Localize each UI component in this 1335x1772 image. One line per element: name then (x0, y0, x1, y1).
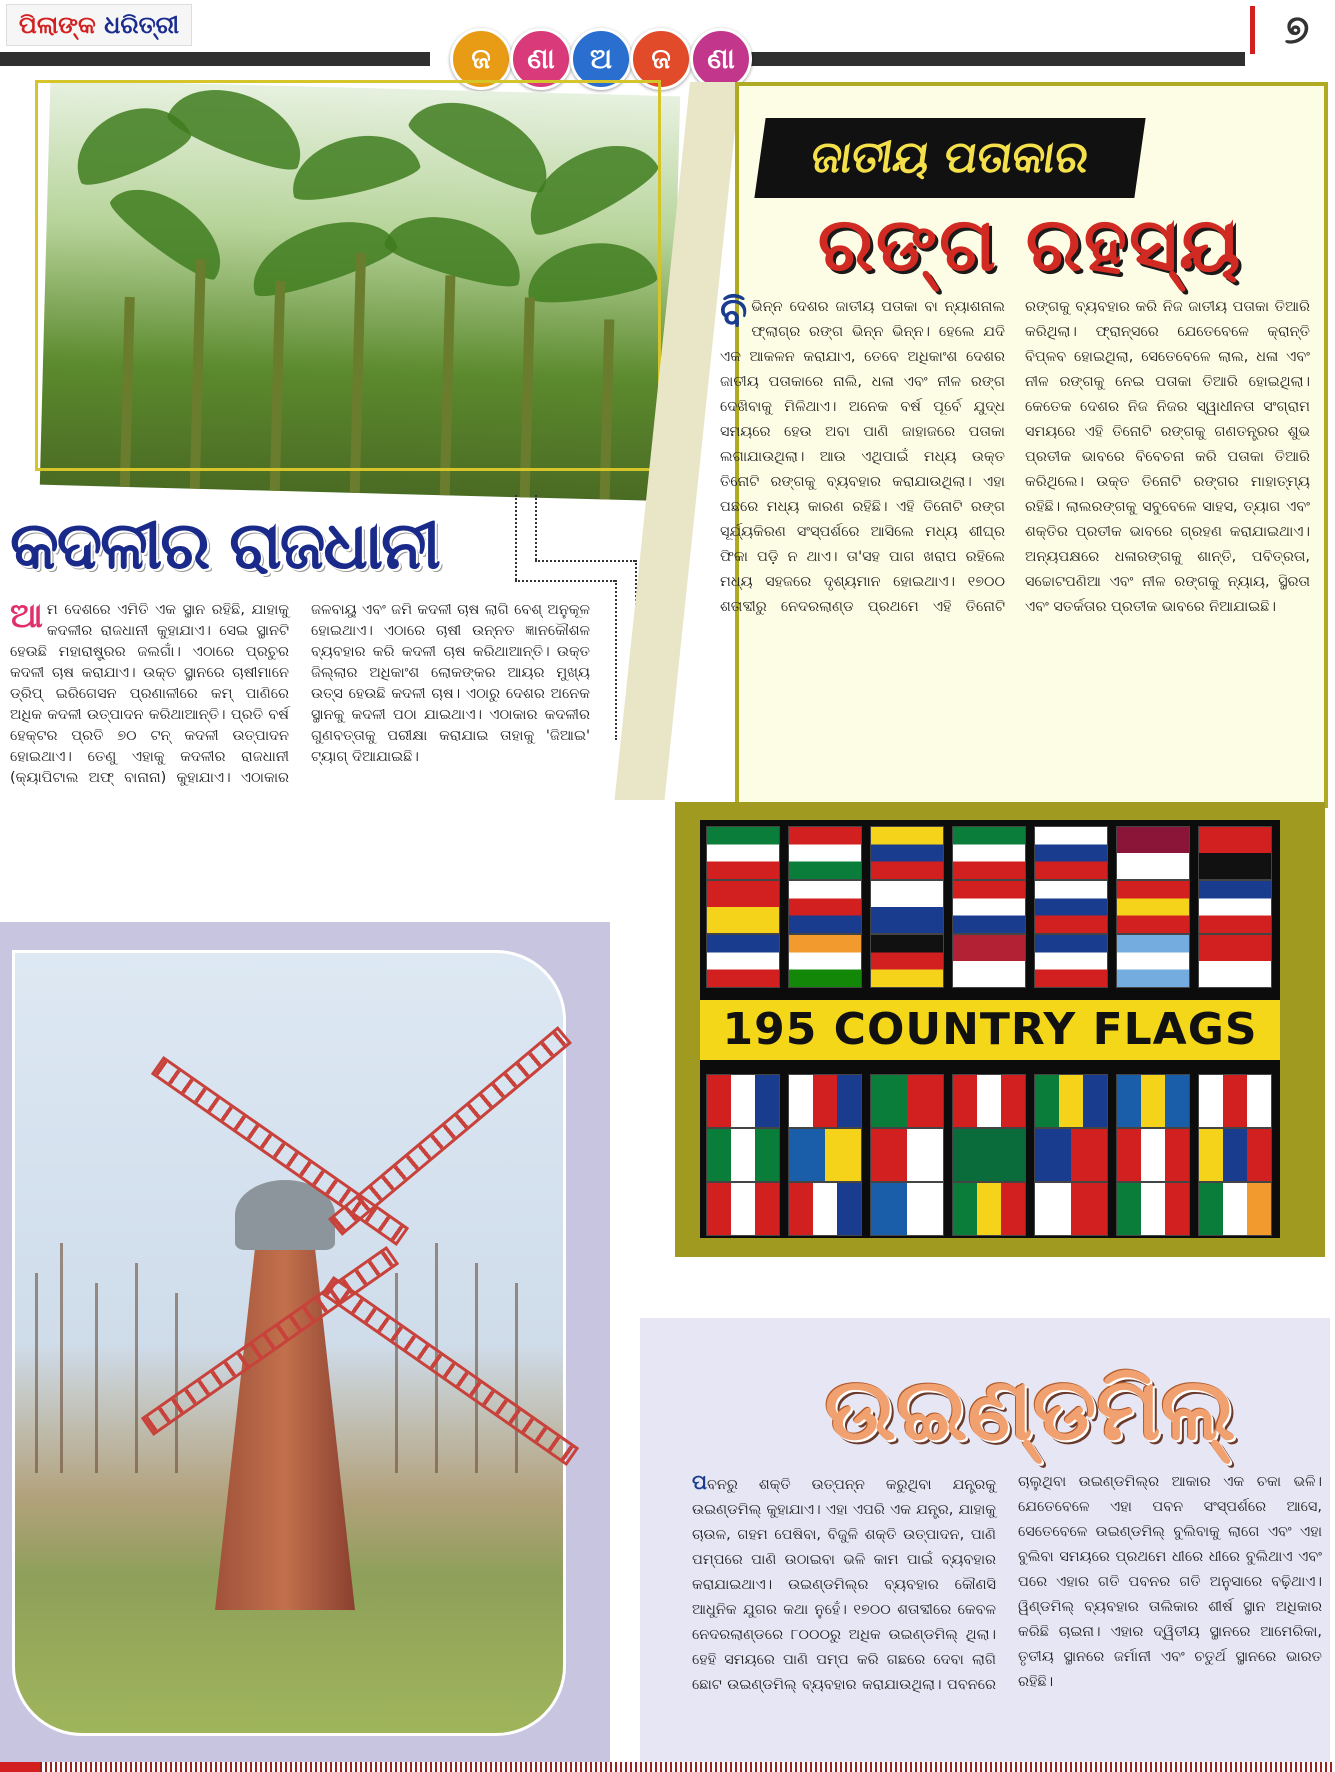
flag-tile (788, 826, 862, 880)
flag-tile (706, 1182, 780, 1236)
dotted-connector (515, 580, 615, 582)
page-number: ୭ (1284, 7, 1310, 53)
flag-tile (788, 1074, 862, 1128)
banana-article-title: କଦଳୀର ରାଜଧାନୀ (10, 507, 439, 584)
masthead-part1: ପିଲାଙ୍କ (18, 11, 96, 39)
banana-body-text: ମ ଦେଶରେ ଏମିତି ଏକ ସ୍ଥାନ ରହିଛି, ଯାହାକୁ କଦଳୀର ରାଜଧାନୀ କୁହାଯାଏ। ସେଇ ସ୍ଥାନଟି ହେଉଛି ମହାରାଷ୍ଟ୍ରର ଜଲଗାଁ। ଏଠାରେ ପ୍ରଚୁର କଦଳୀ ଚାଷ କରାଯାଏ। ଉକ୍ତ ସ୍ଥାନରେ ଚାଷୀମାନେ ଡ୍ରିପ୍ ଇରିଗେସନ ପ୍ରଣାଳୀରେ କମ୍ ପାଣିରେ ଅଧିକ କଦଳୀ ଉତ୍ପାଦନ କରିଥାଆନ୍ତି। ପ୍ରତି ବର୍ଷ ହେକ୍ଟର ପ୍ରତି ୭୦ ଟନ୍ କଦଳୀ ଉତ୍ପାଦନ ହୋଇଥାଏ। ତେଣୁ ଏହାକୁ କଦଳୀର ରାଜଧାନୀ (କ୍ୟାପିଟାଲ ଅଫ୍ ବାନାନା) କୁହାଯାଏ। ଏଠାକାର ଜଳବାୟୁ ଏବଂ ଜମି କଦଳୀ ଚାଷ ଲାଗି ବେଶ୍ ଅନୁକୂଳ ହୋଇଥାଏ। ଏଠାରେ ଚାଷୀ ଉନ୍ନତ ଜ୍ଞାନକୌଶଳ ବ୍ୟବହାର କରି କଦଳୀ ଚାଷ କରିଥାଆନ୍ତି। ଉକ୍ତ ଜିଲ୍ଲାର ଅଧିକାଂଶ ଲୋକଙ୍କର ଆୟର ମୁଖ୍ୟ ଉତ୍ସ ହେଉଛି କଦଳୀ ଚାଷ। ଏଠାରୁ ଦେଶର ଅନେକ ସ୍ଥାନକୁ କଦଳୀ ପଠା ଯାଇଥାଏ। ଏଠାକାର କଦଳୀର ଗୁଣବତ୍ତାକୁ ପରୀକ୍ଷା କରାଯାଇ ତାହାକୁ 'ଜିଆଇ' ଟ୍ୟାଗ୍ ଦିଆଯାଇଛି। (10, 602, 590, 786)
section-letter-4: ଜ (630, 28, 692, 90)
banana-photo-frame (35, 80, 661, 471)
flag-tile (1198, 934, 1272, 988)
flag-tile (706, 826, 780, 880)
flag-dropcap: ବି (720, 290, 748, 336)
flag-tile (1034, 934, 1108, 988)
masthead-part2: ଧରିତ୍ରୀ (104, 11, 180, 39)
flag-tile (1198, 1128, 1272, 1182)
dotted-connector (615, 580, 617, 740)
flag-tile (870, 1128, 944, 1182)
flag-tile (706, 880, 780, 934)
header-rule-left (0, 52, 430, 66)
windmill-body-text: ବନରୁ ଶକ୍ତି ଉତ୍ପନ୍ନ କରୁଥିବା ଯନ୍ତ୍ରକୁ ଉଇଣ୍ଡମିଲ୍ କୁହାଯାଏ। ଏହା ଏପରି ଏକ ଯନ୍ତ୍ର, ଯାହାକୁ ଚାଉଳ, ଗହମ ପେଷିବା, ବିଜୁଳି ଶକ୍ତି ଉତ୍ପାଦନ, ପାଣି ପମ୍ପରେ ପାଣି ଉଠାଇବା ଭଳି କାମ ପାଇଁ ବ୍ୟବହାର କରାଯାଇଥାଏ। ଉଇଣ୍ଡମିଲ୍ର ବ୍ୟବହାର କୌଣସି ଆଧୁନିକ ଯୁଗର କଥା ନୁହେଁ। ୧୭୦୦ ଶତାବ୍ଦୀରେ କେବଳ ନେଦରଲାଣ୍ଡରେ ୮୦୦୦ରୁ ଅଧିକ ଉଇଣ୍ଡମିଲ୍ ଥିଲା। ହେହି ସମୟରେ ପାଣି ପମ୍ପ କରି ଗଛରେ ଦେବା ଲାଗି ଛୋଟ ଉଇଣ୍ଡମିଲ୍ ବ୍ୟବହାର କରାଯାଉଥିଲା। ପବନରେ ଚାଲୁଥିବା ଉଇଣ୍ଡମିଲ୍ର ଆକାର ଏକ ଚକା ଭଳି। ଯେତେବେଳେ ଏହା ପବନ ସଂସ୍ପର୍ଶରେ ଆସେ, ସେତେବେଳେ ଉଇଣ୍ଡମିଲ୍ ବୁଲିବାକୁ ଲାଗେ ଏବଂ ଏହା ବୁଲିବା ସମୟରେ ପ୍ରଥମେ ଧୀରେ ଧୀରେ ବୁଲିଥାଏ ଏବଂ ପରେ ଏହାର ଗତି ପବନର ଗତି ଅନୁସାରେ ବଢ଼ିଥାଏ। ୱିଣ୍ଡମିଲ୍ ବ୍ୟବହାର ତାଲିକାର ଶୀର୍ଷ ସ୍ଥାନ ଅଧିକାର କରିଛି ଚାଇନା। ଏହାର ଦ୍ୱିତୀୟ ସ୍ଥାନରେ ଆମେରିକା, ତୃତୀୟ ସ୍ଥାନରେ ଜର୍ମାନୀ ଏବଂ ଚତୁର୍ଥ ସ୍ଥାନରେ ଭାରତ ରହିଛି। (692, 1474, 1322, 1693)
flag-tile (952, 1182, 1026, 1236)
flag-tile (788, 1182, 862, 1236)
flag-article-kicker: ଜାତୀୟ ପତାକାର (754, 118, 1145, 198)
flag-tile (706, 1074, 780, 1128)
flag-tile (1198, 826, 1272, 880)
flag-tile (1116, 826, 1190, 880)
flag-tile (1034, 1128, 1108, 1182)
flag-tile (870, 1074, 944, 1128)
dotted-connector (515, 495, 517, 580)
flag-tile (788, 1128, 862, 1182)
flag-tile (1034, 880, 1108, 934)
flag-tile (788, 880, 862, 934)
flag-tile (1034, 826, 1108, 880)
dotted-connector (535, 495, 537, 560)
flag-tile (1034, 1182, 1108, 1236)
banana-dropcap: ଆ (10, 596, 43, 636)
flag-tile (706, 934, 780, 988)
flag-tile (952, 1074, 1026, 1128)
flag-article-title: ରଙ୍ଗ ରହସ୍ୟ (817, 202, 1243, 288)
flag-tile (870, 826, 944, 880)
flag-tile (706, 1128, 780, 1182)
flag-tile (952, 880, 1026, 934)
flag-tile (1198, 880, 1272, 934)
section-letter-1: ଜ (450, 28, 512, 90)
flag-tile (870, 880, 944, 934)
footer-accent (0, 1762, 40, 1772)
flag-tile (1116, 934, 1190, 988)
flag-tile (952, 826, 1026, 880)
flag-tile (952, 1128, 1026, 1182)
section-letter-3: ଅ (570, 28, 632, 90)
section-letter-2: ଣା (510, 28, 572, 90)
dotted-connector (535, 560, 635, 562)
flag-tile (1034, 1074, 1108, 1128)
windmill-article-body (692, 1470, 1322, 1760)
flag-tile (952, 934, 1026, 988)
windmill-dropcap: ପ (692, 1470, 707, 1494)
footer-strip (0, 1762, 1335, 1772)
flags-banner-text: 195 COUNTRY FLAGS (700, 1000, 1280, 1060)
windmill-article-title: ଉଇଣ୍ଡମିଲ୍ (824, 1360, 1236, 1460)
flag-tile (870, 1182, 944, 1236)
flag-tile (1116, 1128, 1190, 1182)
banana-article-body (10, 596, 590, 870)
flag-article-body (720, 290, 1310, 785)
flag-body-text: ଭିନ୍ନ ଦେଶର ଜାତୀୟ ପତାକା ବା ନ୍ୟାଶନାଲ ଫ୍ଲାଗ୍ର ରଙ୍ଗ ଭିନ୍ନ ଭିନ୍ନ। ହେଲେ ଯଦି ଏକ ଆକଳନ କରାଯାଏ, ତେବେ ଅଧିକାଂଶ ଦେଶର ଜାତୀୟ ପତାକାରେ ନାଲି, ଧଳା ଏବଂ ନୀଳ ରଙ୍ଗ ଦେଖିବାକୁ ମିଳିଥାଏ। ଅନେକ ବର୍ଷ ପୂର୍ବେ ଯୁଦ୍ଧ ସମୟରେ ହେଉ ଅବା ପାଣି ଜାହାଜରେ ପତାକା ଲଗାଯାଉଥିଲା। ଆଉ ଏଥିପାଇଁ ମଧ୍ୟ ଉକ୍ତ ତିନୋଟି ରଙ୍ଗକୁ ବ୍ୟବହାର କରାଯାଉଥିଲା। ଏହା ପଛରେ ମଧ୍ୟ କାରଣ ରହିଛି। ଏହି ତିନୋଟି ରଙ୍ଗ ସୂର୍ଯ୍ୟକିରଣ ସଂସ୍ପର୍ଶରେ ଆସିଲେ ମଧ୍ୟ ଶୀଘ୍ର ଫିକା ପଡ଼ି ନ ଥାଏ। ତା'ସହ ପାଗ ଖରାପ ରହିଲେ ମଧ୍ୟ ସହଜରେ ଦୃଶ୍ୟମାନ ହୋଇଥାଏ। ୧୭୦୦ ଶତାବ୍ଦୀରୁ ନେଦରଲାଣ୍ଡ ପ୍ରଥମେ ଏହି ତିନୋଟି ରଙ୍ଗକୁ ବ୍ୟବହାର କରି ନିଜ ଜାତୀୟ ପତାକା ତିଆରି କରିଥିଲା। ଫ୍ରାନ୍ସରେ ଯେତେବେଳେ କ୍ରାନ୍ତି ବିପ୍ଳବ ହୋଇଥିଲା, ସେତେବେଳେ ଲାଲ, ଧଳା ଏବଂ ନୀଳ ରଙ୍ଗକୁ ନେଇ ପତାକା ତିଆରି ହୋଇଥିଲା। କେତେକ ଦେଶର ନିଜ ନିଜର ସ୍ୱାଧୀନତା ସଂଗ୍ରାମ ସମୟରେ ଏହି ତିନୋଟି ରଙ୍ଗକୁ ଗଣତନ୍ତ୍ରର ଶୁଭ ପ୍ରତୀକ ଭାବରେ ବିବେଚନା କରି ପତାକା ତିଆରି କରିଥିଲେ। ଉକ୍ତ ତିନୋଟି ରଙ୍ଗର ମାହାତ୍ମ୍ୟ ରହିଛି। ଲାଲରଙ୍ଗକୁ ସବୁବେଳେ ସାହସ, ତ୍ୟାଗ ଏବଂ ଶକ୍ତିର ପ୍ରତୀକ ଭାବରେ ଗ୍ରହଣ କରାଯାଇଥାଏ। ଅନ୍ୟପକ୍ଷରେ ଧଳାରଙ୍ଗକୁ ଶାନ୍ତି, ପବିତ୍ରତା, ସଚ୍ଚୋଟପଣିଆ ଏବଂ ନୀଳ ରଙ୍ଗକୁ ନ୍ୟାୟ, ସ୍ଥିରତା ଏବଂ ସତର୍କତାର ପ୍ରତୀକ ଭାବରେ ନିଆଯାଇଛି। (720, 299, 1310, 615)
page-number-divider (1250, 6, 1255, 54)
header-rule-right (745, 52, 1245, 66)
flag-tile (1198, 1074, 1272, 1128)
flag-tile (1116, 1182, 1190, 1236)
section-letter-5: ଣା (690, 28, 752, 90)
flag-tile (1116, 880, 1190, 934)
flag-tile (1116, 1074, 1190, 1128)
flag-tile (788, 934, 862, 988)
masthead-logo (6, 4, 192, 46)
flag-tile (1198, 1182, 1272, 1236)
flag-tile (870, 934, 944, 988)
